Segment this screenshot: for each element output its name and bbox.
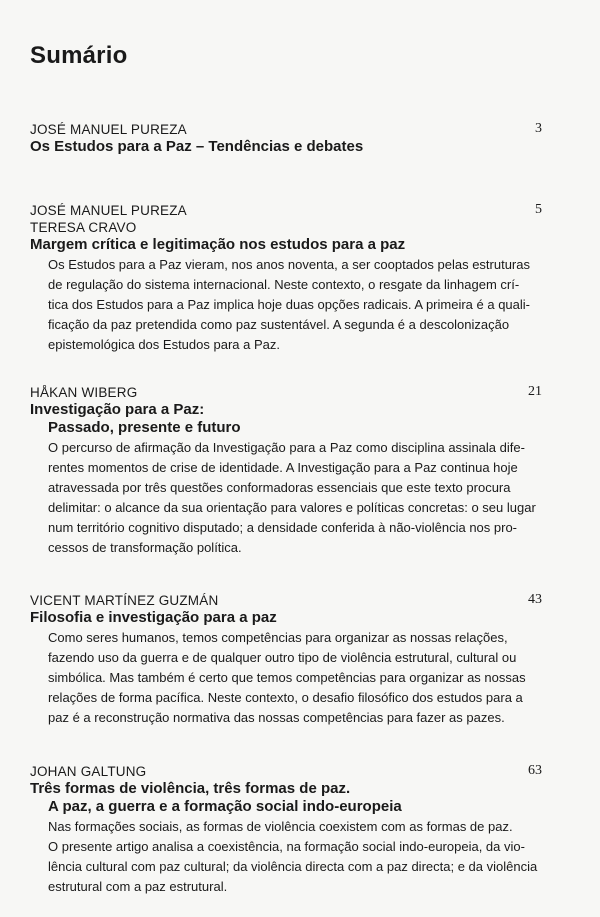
toc-entry-martinez-guzman (30, 592, 550, 728)
chapter-title: Investigação para a Paz: (30, 401, 205, 418)
chapter-subtitle: Passado, presente e futuro (48, 419, 241, 436)
chapter-title: Filosofia e investigação para a paz (30, 609, 277, 626)
page-number: 43 (528, 592, 542, 607)
chapter-abstract: Os Estudos para a Paz vieram, nos anos noventa, a ser cooptados pelas estruturas de regulação do sistema internacional. Neste contexto, o resgate da linhagem crí- tica dos Estudos para a Paz implica hoje duas opções radicais. A primeira é a quali- ficação da paz pretendida como paz sustentável. A segunda é a descolonização epistemológica dos Estudos para a Paz. (48, 257, 530, 352)
page-number: 21 (528, 384, 542, 399)
page-number: 63 (528, 763, 542, 778)
chapter-title: Três formas de violência, três formas de paz. (30, 780, 351, 797)
chapter-abstract: Como seres humanos, temos competências para organizar as nossas relações, fazendo uso da guerra e de qualquer outro tipo de violência estrutural, cultural ou simbólica. Mas também é certo que temos competências para organizar as nossas relações de forma pacífica. Neste contexto, o desafio filosófico dos estudos para a paz é a reconstrução normativa das nossas competências para fazer as pazes. (48, 630, 526, 725)
toc-entry-galtung (30, 763, 550, 897)
toc-entry-pureza-cravo (30, 202, 550, 355)
toc-entry-pureza (30, 121, 550, 156)
page-number: 3 (535, 121, 542, 136)
page-title: Sumário (30, 42, 128, 69)
author-name: TERESA CRAVO (30, 220, 137, 235)
author-name: JOSÉ MANUEL PUREZA (30, 203, 187, 218)
author-name: JOSÉ MANUEL PUREZA (30, 122, 187, 137)
author-name: JOHAN GALTUNG (30, 764, 147, 779)
author-name: HÅKAN WIBERG (30, 385, 138, 400)
chapter-title: Margem crítica e legitimação nos estudos para a paz (30, 236, 406, 253)
chapter-title: Os Estudos para a Paz – Tendências e debates (30, 138, 364, 155)
author-name: VICENT MARTÍNEZ GUZMÁN (30, 593, 219, 608)
page-number: 5 (535, 202, 542, 217)
chapter-subtitle: A paz, a guerra e a formação social indo-europeia (48, 798, 402, 815)
toc-entry-wiberg (30, 384, 550, 558)
chapter-abstract: Nas formações sociais, as formas de violência coexistem com as formas de paz. O presente artigo analisa a coexistência, na formação social indo-europeia, da vio- lência cultural com paz cultural; da violência directa com a paz directa; e da violência estrutural com a paz estrutural. (48, 819, 538, 894)
chapter-abstract: O percurso de afirmação da Investigação para a Paz como disciplina assinala dife- rentes momentos de crise de identidade. A Investigação para a Paz continua hoje atravessada por três questões conformadoras essenciais que este texto procura delimitar: o alcance da sua orientação para valores e políticas concretas: o seu lugar num território cognitivo disputado; a densidade conferida à não-violência nos pro- cessos de transformação política. (48, 440, 536, 555)
